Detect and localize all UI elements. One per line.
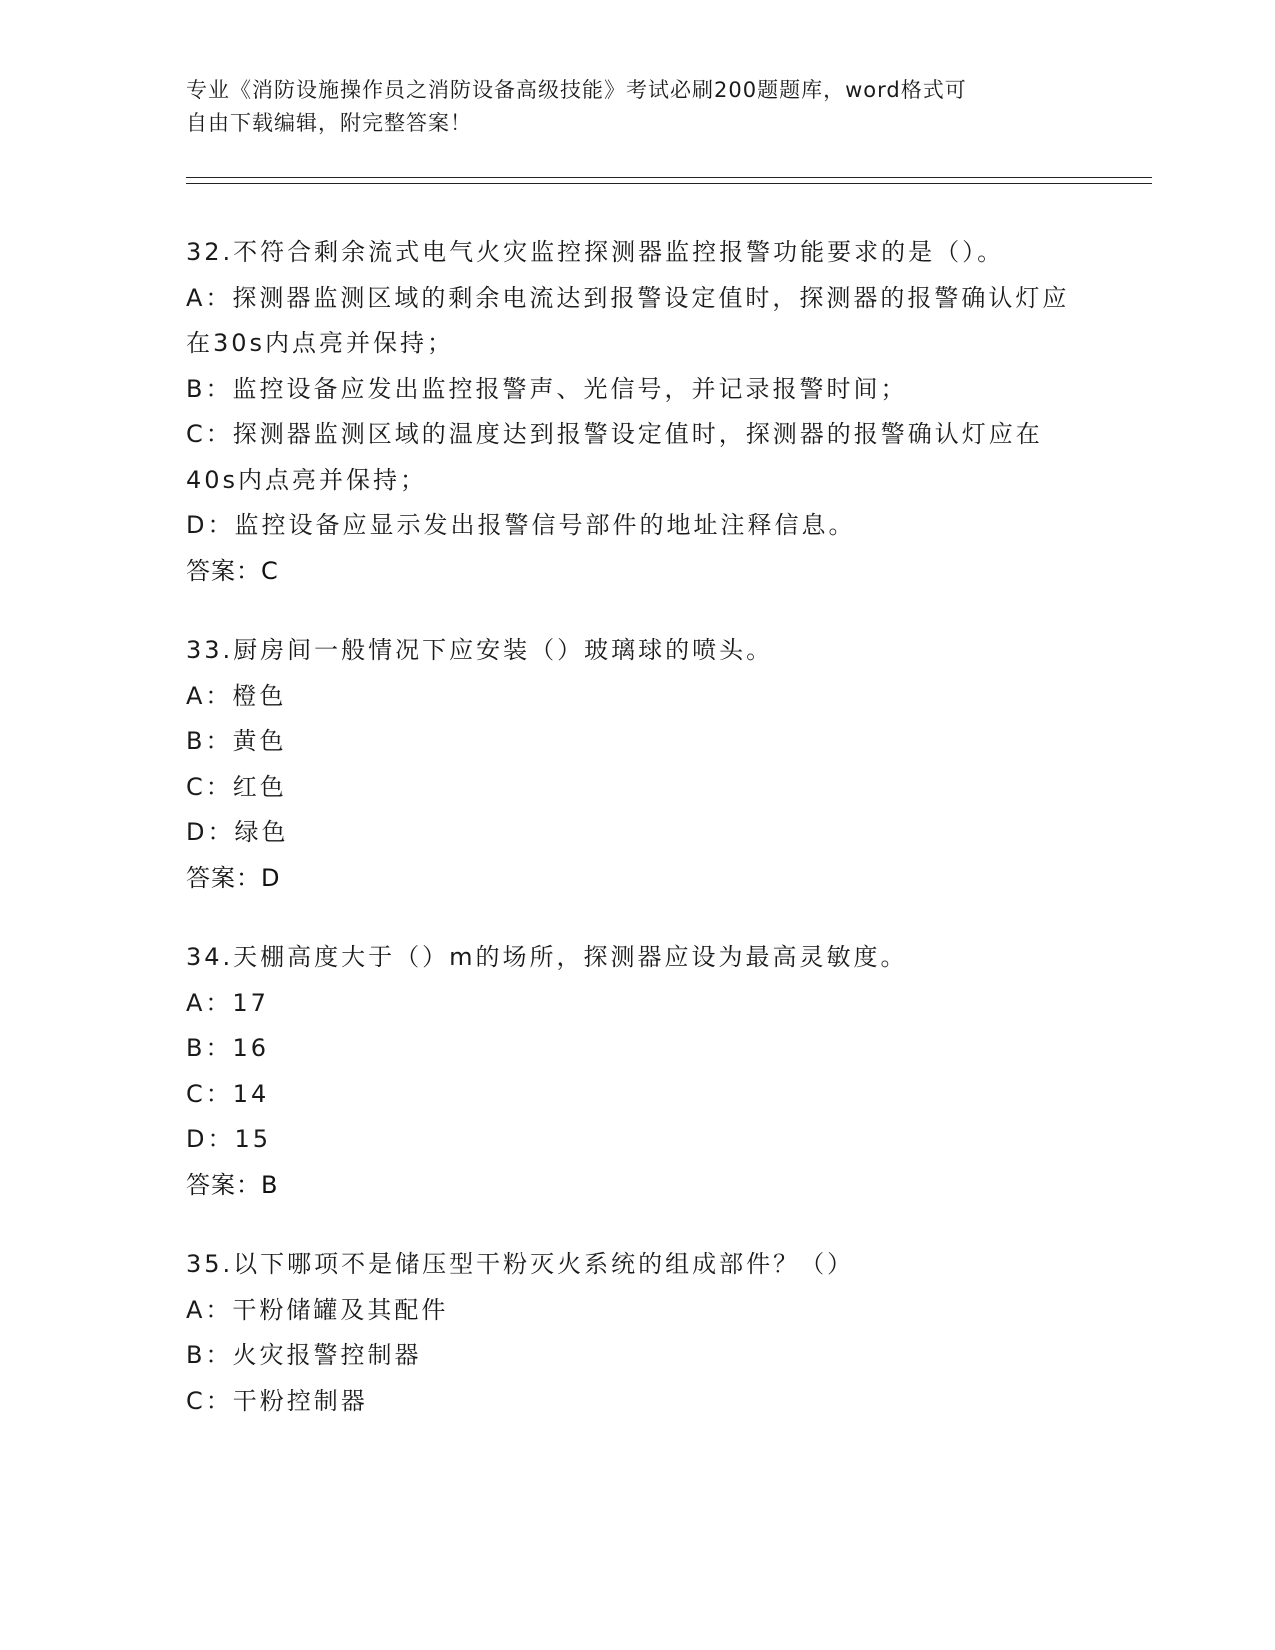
question-stem: 35.以下哪项不是储压型干粉灭火系统的组成部件？（） <box>186 1250 855 1278</box>
option-a: A：橙色 <box>186 681 287 710</box>
option-d: D：监控设备应显示发出报警信号部件的地址注释信息。 <box>186 511 856 539</box>
question-list <box>186 230 1086 1458</box>
option-b: B：监控设备应发出监控报警声、光信号，并记录报警时间； <box>186 374 908 403</box>
option-b: B：火灾报警控制器 <box>186 1341 422 1369</box>
header-title-line-1: 专业《消防设施操作员之消防设备高级技能》考试必刷200题题库，word格式可 <box>186 78 967 102</box>
question-33 <box>186 628 1086 901</box>
option-a: A：17 <box>186 988 269 1017</box>
option-b: B：黄色 <box>186 727 287 755</box>
option-d: D：15 <box>186 1125 272 1153</box>
option-b: B：16 <box>186 1034 270 1062</box>
question-stem: 34.天棚高度大于（）m的场所，探测器应设为最高灵敏度。 <box>186 943 908 971</box>
option-c: C：红色 <box>186 772 287 801</box>
option-c: C：14 <box>186 1079 270 1108</box>
answer-label: 答案：C <box>186 556 279 585</box>
answer-label: 答案：D <box>186 863 281 892</box>
option-d: D：绿色 <box>186 818 289 846</box>
question-stem: 32.不符合剩余流式电气火灾监控探测器监控报警功能要求的是（）。 <box>186 238 1005 266</box>
option-c: C：干粉控制器 <box>186 1386 368 1415</box>
document-header <box>186 74 1066 140</box>
header-title-line-2: 自由下载编辑，附完整答案！ <box>186 111 472 135</box>
option-a: A：探测器监测区域的剩余电流达到报警设定值时，探测器的报警确认灯应在30s内点亮并保持； <box>186 283 1070 357</box>
answer-label: 答案：B <box>186 1170 279 1199</box>
option-c: C：探测器监测区域的温度达到报警设定值时，探测器的报警确认灯应在40s内点亮并保持； <box>186 420 1043 494</box>
question-34 <box>186 935 1086 1208</box>
option-a: A：干粉储罐及其配件 <box>186 1295 449 1324</box>
header-double-rule <box>186 177 1152 184</box>
question-35 <box>186 1242 1086 1424</box>
question-32 <box>186 230 1086 594</box>
question-stem: 33.厨房间一般情况下应安装（）玻璃球的喷头。 <box>186 636 774 664</box>
